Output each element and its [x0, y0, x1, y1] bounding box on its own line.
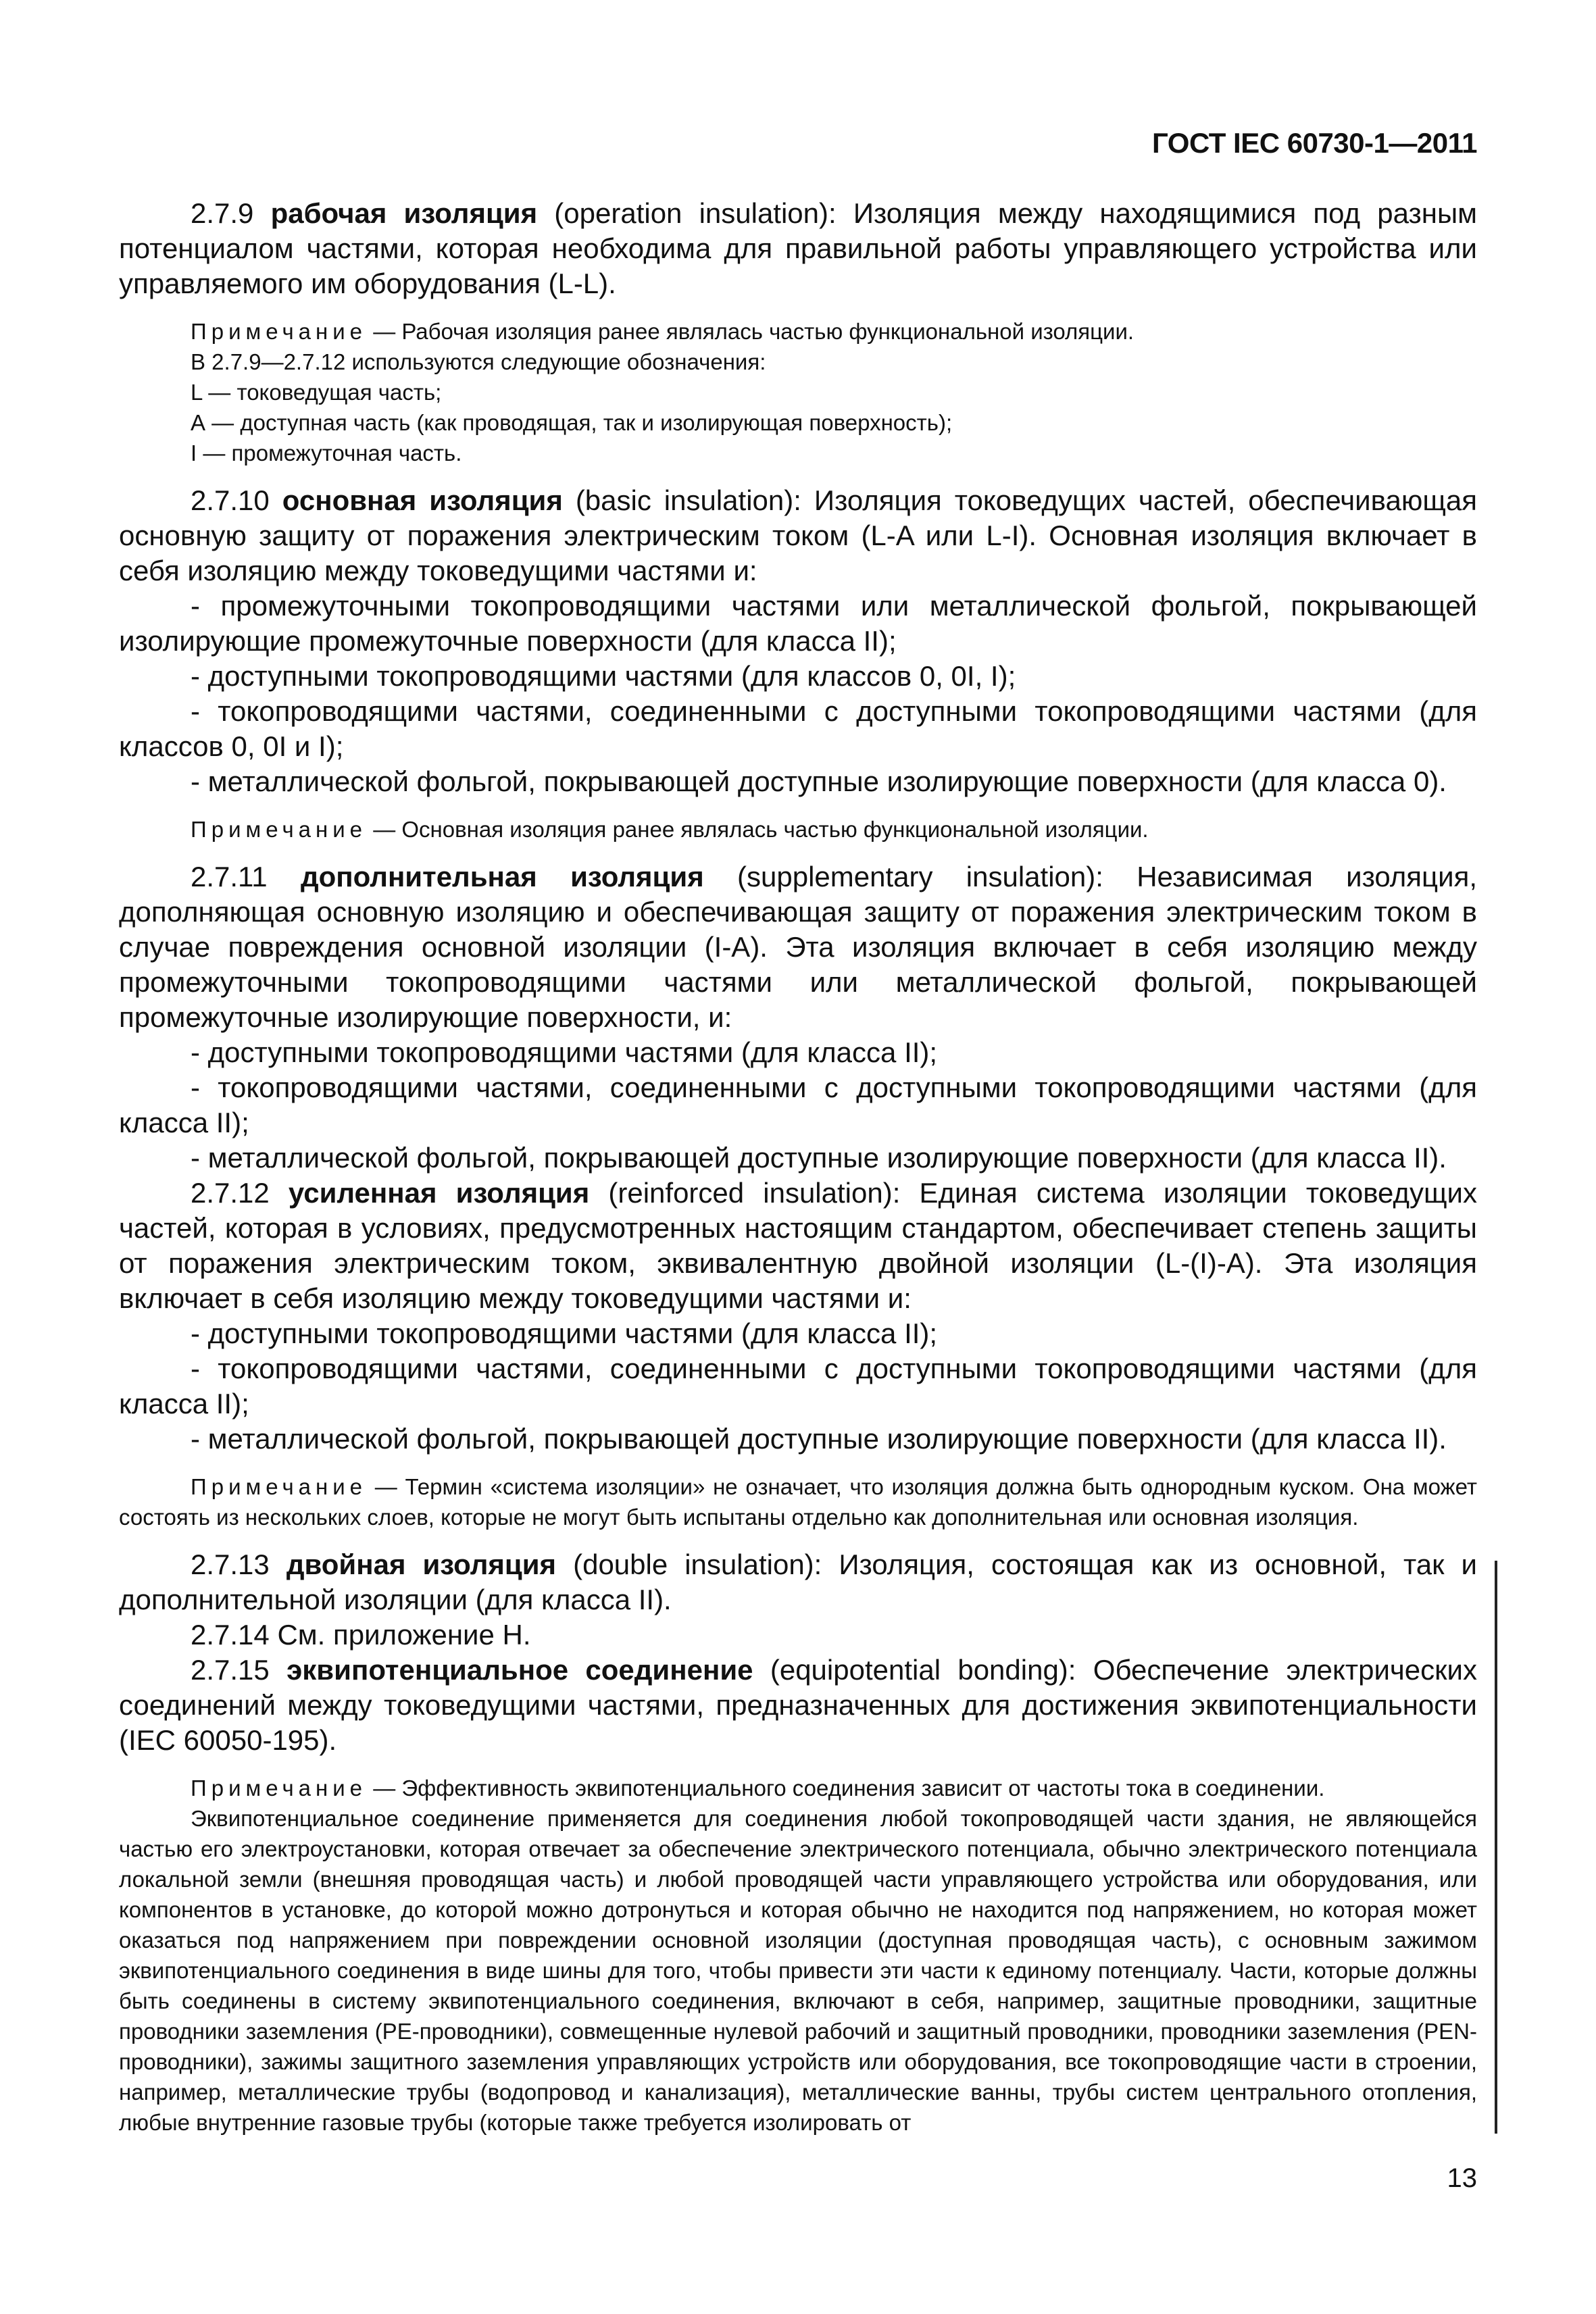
clause-number: 2.7.9 — [191, 197, 254, 229]
note-text: — Рабочая изоляция ранее являлась частью функциональной изоляции. — [373, 319, 1134, 344]
clause-2-7-12 — [119, 1176, 1477, 1316]
note-paragraph: Эквипотенциальное соединение применяется для соединения любой токопроводящей части здания, не являющейся частью его электроустановки, которая отвечает за обеспечение электрического потенциала, обычно электрического потенциала локальной земли (внешняя проводящая часть) и любой проводящей части управляющего устройства или оборудования, или компонентов в установке, до которой можно дотронуться и которая обычно не находится под напряжением, но которая может оказаться под напряжением при повреждении основной изоляции (доступная проводящая часть), с основным зажимом эквипотенциального соединения в виде шины для того, чтобы привести эти части к единому потенциалу. Части, которые должны быть соединены в систему эквипотенциального соединения, включают в себя, например, защитные проводники, защитные проводники заземления (PE-проводники), совмещенные нулевой рабочий и защитный проводники, проводники заземления (PEN-проводники), зажимы защитного заземления управляющих устройств или оборудования, все токопроводящие части в строении, например, металлические трубы (водопровод и канализация), металлические ванны, трубы систем центрального отопления, любые внутренние газовые трубы (которые также требуется изолировать от — [119, 1806, 1477, 2135]
clause-2-7-9 — [119, 196, 1477, 301]
clause-2-7-14: 2.7.14 См. приложение Н. — [191, 1619, 531, 1651]
clause-2-7-10 — [119, 483, 1477, 588]
list-item: - доступными токопроводящими частями (для класса II); — [191, 1317, 938, 1349]
clause-text: (operation insulation): Изоляция между находящимися под разным потенциалом частями, которая необходима для правильной работы управляющего устройства или управляемого им оборудования (L-L). — [119, 197, 1478, 299]
note-label: Примечание — [191, 319, 368, 344]
note-text: — Основная изоляция ранее являлась частью функциональной изоляции. — [373, 817, 1149, 842]
clause-text: (reinforced insulation): Единая система изоляции токоведущих частей, которая в условиях, предусмотренных настоящим стандартом, обеспечивает степень защиты от поражения электрическим током, эквивалентную двойной изоляции (L-(I)-A). Эта изоляция включает в себя изоляцию между токоведущими частями и: — [119, 1177, 1478, 1314]
note-label: Примечание — [191, 1776, 368, 1801]
list-item: - доступными токопроводящими частями (для классов 0, 0I, I); — [191, 660, 1016, 692]
clause-2-7-11 — [119, 859, 1477, 1035]
note-text: — Эффективность эквипотенциального соединения зависит от частоты тока в соединении. — [373, 1776, 1325, 1801]
note-label: Примечание — [191, 1474, 368, 1499]
document-body — [119, 196, 1477, 2138]
clause-number: 2.7.15 — [191, 1654, 270, 1686]
note-4 — [119, 1773, 1477, 2138]
clause-text: (basic insulation): Изоляция токоведущих частей, обеспечивающая основную защиту от поражения электрическим током (L-A или L-I). Основная изоляция включает в себя изоляцию между токоведущими частями и: — [119, 484, 1478, 586]
list-item: - токопроводящими частями, соединенными с доступными токопроводящими частями (для классов 0, 0I и I); — [119, 695, 1477, 762]
clause-term: рабочая изоляция — [270, 197, 538, 229]
clause-2-7-15 — [119, 1653, 1477, 1758]
clause-term: дополнительная изоляция — [300, 861, 704, 892]
list-item: - доступными токопроводящими частями (для класса II); — [191, 1036, 938, 1068]
clause-2-7-13 — [119, 1547, 1477, 1617]
clause-number: 2.7.12 — [191, 1177, 270, 1209]
clause-text: (supplementary insulation): Независимая изоляция, дополняющая основную изоляцию и обеспечивающая защиту от поражения электрическим током в случае повреждения основной изоляции (I-A). Эта изоляция включает в себя изоляцию между промежуточными токопроводящими частями или металлической фольгой, покрывающей промежуточные изолирующие поверхности, и: — [119, 861, 1477, 1033]
clause-number: 2.7.11 — [191, 861, 268, 892]
clause-term: эквипотенциальное соединение — [286, 1654, 753, 1686]
note-label: Примечание — [191, 817, 368, 842]
note-1 — [119, 316, 1477, 468]
clause-term: усиленная изоляция — [288, 1177, 590, 1209]
note-text: — Термин «система изоляции» не означает, что изоляция должна быть однородным куском. Она может состоять из нескольких слоев, которые не могут быть испытаны отдельно как дополнительная или основная изоляция. — [119, 1474, 1478, 1530]
clause-number: 2.7.10 — [191, 484, 270, 516]
note-2 — [119, 814, 1477, 845]
clause-term: двойная изоляция — [286, 1549, 557, 1580]
list-item: - металлической фольгой, покрывающей доступные изолирующие поверхности (для класса 0). — [191, 765, 1447, 797]
clause-text: (equipotential bonding): Обеспечение электрических соединений между токоведущими частями, предназначенных для достижения эквипотенциальности (IEC 60050-195). — [119, 1654, 1477, 1756]
note-line: А — доступная часть (как проводящая, так и изолирующая поверхность); — [191, 410, 953, 435]
standard-header: ГОСТ IEC 60730-1—2011 — [1152, 127, 1477, 159]
clause-term: основная изоляция — [282, 484, 563, 516]
change-bar — [1495, 1561, 1497, 2134]
list-item: - токопроводящими частями, соединенными с доступными токопроводящими частями (для класса II); — [119, 1353, 1477, 1419]
list-item: - металлической фольгой, покрывающей доступные изолирующие поверхности (для класса II). — [191, 1423, 1447, 1455]
clause-text: (double insulation): Изоляция, состоящая как из основной, так и дополнительной изоляции (для класса II). — [119, 1549, 1478, 1615]
list-item: - токопроводящими частями, соединенными с доступными токопроводящими частями (для класса II); — [119, 1072, 1477, 1138]
note-line: L — токоведущая часть; — [191, 380, 442, 405]
note-3 — [119, 1472, 1477, 1532]
note-line: I — промежуточная часть. — [191, 441, 462, 466]
clause-number: 2.7.13 — [191, 1549, 270, 1580]
page-number: 13 — [1447, 2163, 1477, 2193]
note-line: В 2.7.9—2.7.12 используются следующие обозначения: — [191, 349, 766, 374]
list-item: - металлической фольгой, покрывающей доступные изолирующие поверхности (для класса II). — [191, 1142, 1447, 1174]
list-item: - промежуточными токопроводящими частями или металлической фольгой, покрывающей изолирующие промежуточные поверхности (для класса II); — [119, 590, 1477, 657]
